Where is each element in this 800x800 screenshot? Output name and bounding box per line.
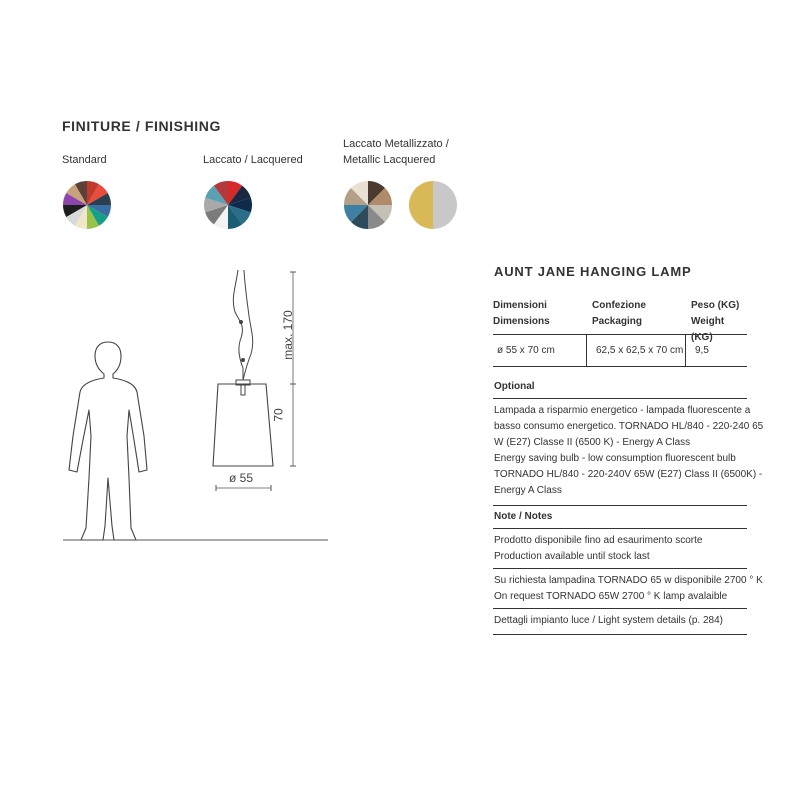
metallic-label-line1: Laccato Metallizzato / bbox=[343, 138, 449, 150]
lacquered-label: Laccato / Lacquered bbox=[203, 154, 303, 166]
lacquered-swatch bbox=[203, 180, 253, 230]
shade-height-label: 70 bbox=[271, 408, 286, 422]
dimensions-value: ø 55 x 70 cm bbox=[497, 345, 555, 356]
optional-text: Lampada a risparmio energetico - lampada fluorescente a basso consumo energetico. TORNADO HL/840 - 220-240 65 W (E27) Classe II (6500 K) - Energy A Class Energy saving bulb - low consumption fluorescent bulb TORNADO HL/840 - 220-240V 65W (E27) Class II (6500K) - Energy A Class bbox=[494, 405, 764, 496]
standard-swatch bbox=[62, 180, 112, 230]
lamp-shade bbox=[213, 384, 273, 466]
col-packaging-head-en: Packaging bbox=[592, 316, 643, 327]
lamp-cable bbox=[233, 270, 243, 380]
col-dimensions-head-en: Dimensions bbox=[493, 316, 550, 327]
finishing-title: FINITURE / FINISHING bbox=[62, 118, 221, 134]
notes-heading: Note / Notes bbox=[494, 511, 553, 522]
weight-value: 9,5 bbox=[695, 345, 709, 356]
diameter-label: ø 55 bbox=[229, 471, 254, 485]
col-weight-head-it: Peso (KG) bbox=[691, 300, 740, 311]
metallic-label-line2: Metallic Lacquered bbox=[343, 154, 436, 166]
product-specs-table bbox=[493, 298, 747, 368]
swatch-segment bbox=[409, 181, 433, 229]
col-packaging-head-it: Confezione bbox=[592, 300, 646, 311]
metallic-gold-silver-swatch bbox=[408, 180, 458, 230]
swatch-segment bbox=[433, 181, 457, 229]
product-title: AUNT JANE HANGING LAMP bbox=[494, 264, 692, 279]
human-silhouette-icon bbox=[69, 342, 147, 540]
metallic-swatch bbox=[343, 180, 393, 230]
optional-heading: Optional bbox=[494, 381, 535, 392]
col-weight-head-en: Weight (KG) bbox=[691, 316, 725, 343]
note-light-system: Dettagli impianto luce / Light system details (p. 284) bbox=[494, 615, 723, 626]
height-label: max. 170 bbox=[281, 310, 295, 360]
standard-label: Standard bbox=[62, 154, 107, 166]
note-stock: Prodotto disponibile fino ad esaurimento scorte Production available until stock last bbox=[494, 535, 703, 562]
col-dimensions-head-it: Dimensioni bbox=[493, 300, 547, 311]
packaging-value: 62,5 x 62,5 x 70 cm bbox=[596, 345, 684, 356]
note-bulb: Su richiesta lampadina TORNADO 65 w disponibile 2700 ° K On request TORNADO 65W 2700 ° K lamp avalaible bbox=[494, 575, 763, 602]
